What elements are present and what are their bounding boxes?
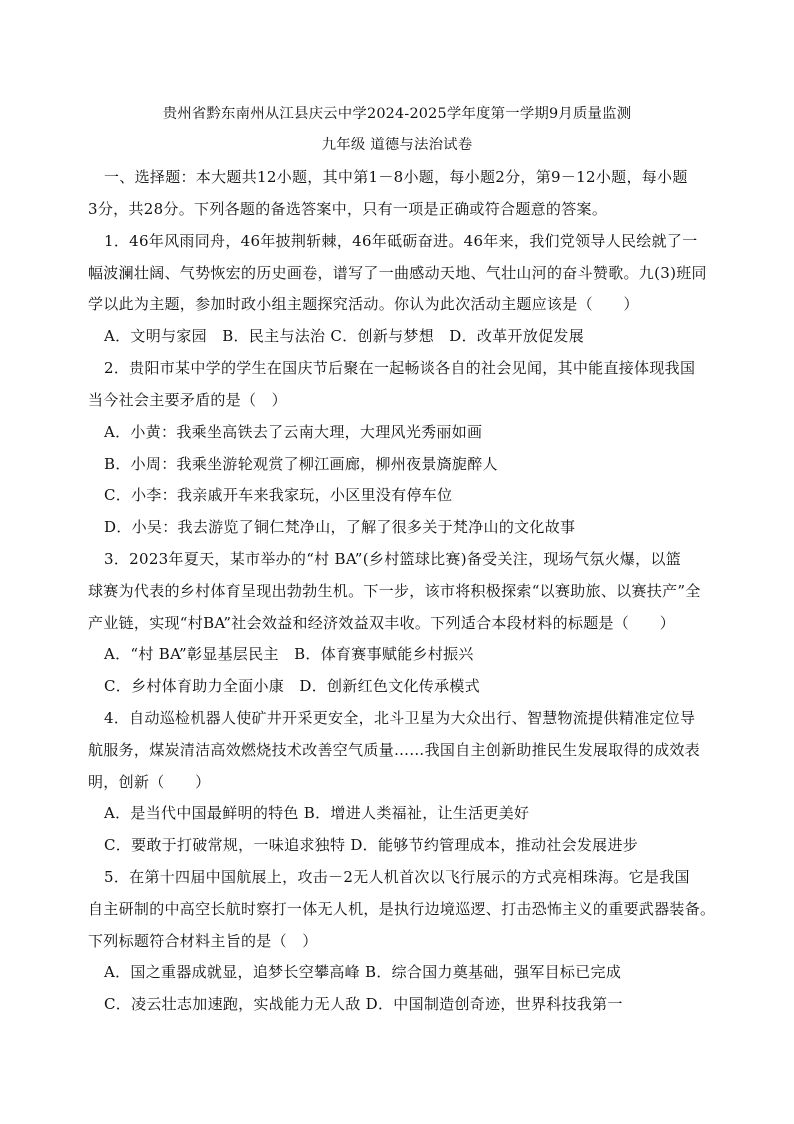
q3-options-ab: A．“村 BA”彰显基层民主 B．体育赛事赋能乡村振兴 — [104, 645, 474, 663]
q2-option-d: D．小吴：我去游览了铜仁梵净山，了解了很多关于梵净山的文化故事 — [104, 518, 576, 536]
q1-stem-line-2: 幅波澜壮阔、气势恢宏的历史画卷，谱写了一曲感动天地、气壮山河的奋斗赞歌。九(3)班同 — [88, 264, 707, 282]
q5-stem-line-1: 5．在第十四届中国航展上，攻击－2无人机首次以飞行展示的方式亮相珠海。它是我国 — [104, 868, 690, 886]
q4-stem-line-2: 航服务，煤炭清洁高效燃烧技术改善空气质量……我国自主创新助推民生发展取得的成效表 — [88, 741, 701, 759]
q1-stem-line-1: 1．46年风雨同舟，46年披荆斩棘，46年砥砺奋进。46年来，我们党领导人民绘就了一 — [104, 232, 698, 250]
q3-stem-line-1: 3．2023年夏天，某市举办的“村 BA”(乡村篮球比赛)备受关注，现场气氛火爆，以篮 — [104, 550, 682, 568]
exam-subtitle: 九年级 道德与法治试卷 — [321, 137, 473, 153]
section-intro-line-1: 一、选择题：本大题共12小题，其中第1－8小题，每小题2分，第9－12小题，每小题 — [104, 168, 688, 186]
exam-title: 贵州省黔东南州从江县庆云中学2024-2025学年度第一学期9月质量监测 — [162, 106, 632, 122]
q2-option-a: A．小黄：我乘坐高铁去了云南大理，大理风光秀丽如画 — [104, 423, 483, 441]
q5-options-cd: C．凌云壮志加速跑，实战能力无人敌 D．中国制造创奇迹，世界科技我第一 — [104, 995, 623, 1013]
q3-options-cd: C．乡村体育助力全面小康 D．创新红色文化传承模式 — [104, 677, 481, 695]
q2-stem-line-2: 当今社会主要矛盾的是（ ） — [88, 391, 287, 409]
q3-stem-line-3: 产业链，实现“村BA”社会效益和经济效益双丰收。下列适合本段材料的标题是（ ） — [88, 614, 675, 632]
q2-stem-line-1: 2．贵阳市某中学的学生在国庆节后聚在一起畅谈各自的社会见闻，其中能直接体现我国 — [104, 359, 696, 377]
q4-stem-line-3: 明，创新（ ） — [88, 773, 211, 791]
q1-options: A．文明与家园 B．民主与法治 C．创新与梦想 D．改革开放促发展 — [104, 327, 585, 345]
q5-stem-line-2: 自主研制的中高空长航时察打一体无人机，是执行边境巡逻、打击恐怖主义的重要武器装备。 — [88, 900, 716, 918]
q5-stem-line-3: 下列标题符合材料主旨的是（ ） — [88, 932, 318, 950]
q2-option-b: B．小周：我乘坐游轮观赏了柳江画廊，柳州夜景旖旎醉人 — [104, 455, 498, 473]
q4-options-cd: C．要敢于打破常规，一味追求独特 D．能够节约管理成本，推动社会发展进步 — [104, 836, 639, 854]
q4-stem-line-1: 4．自动巡检机器人使矿井开采更安全，北斗卫星为大众出行、智慧物流提供精准定位导 — [104, 709, 696, 727]
section-intro-line-2: 3分，共28分。下列各题的备选答案中，只有一项是正确或符合题意的答案。 — [88, 200, 608, 218]
q5-options-ab: A．国之重器成就显，追梦长空攀高峰 B．综合国力奠基础，强军目标已完成 — [104, 963, 622, 981]
q2-option-c: C．小李：我亲戚开车来我家玩，小区里没有停车位 — [104, 486, 453, 504]
q3-stem-line-2: 球赛为代表的乡村体育呈现出勃勃生机。下一步，该市将积极探索“以赛助旅、以赛扶产”全 — [88, 582, 701, 600]
q4-options-ab: A．是当代中国最鲜明的特色 B．增进人类福祉，让生活更美好 — [104, 804, 530, 822]
q1-stem-line-3: 学以此为主题，参加时政小组主题探究活动。你认为此次活动主题应该是（ ） — [88, 295, 639, 313]
